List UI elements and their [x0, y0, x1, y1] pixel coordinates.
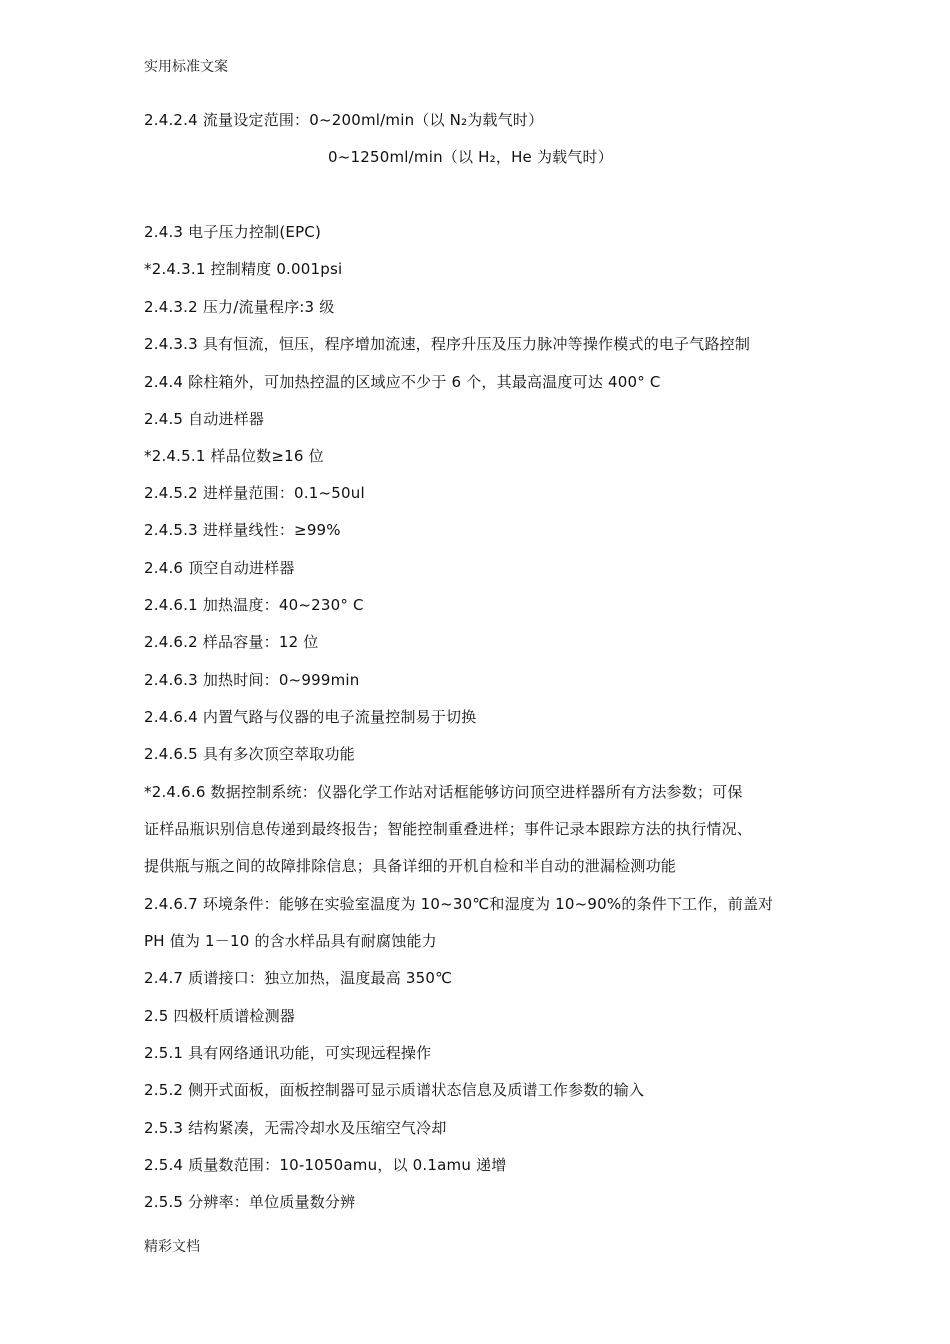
spec-line: 0~1250ml/min（以 H₂，He 为载气时）: [328, 148, 613, 166]
spec-line: 2.4.5.3 进样量线性：≥99%: [144, 521, 341, 539]
spec-line: PH 值为 1－10 的含水样品具有耐腐蚀能力: [144, 932, 437, 950]
spec-line: 证样品瓶识别信息传递到最终报告；智能控制重叠进样；事件记录本跟踪方法的执行情况、: [144, 820, 753, 838]
spec-line: 2.4.7 质谱接口：独立加热，温度最高 350℃: [144, 969, 453, 987]
spec-line: 2.4.6.4 内置气路与仪器的电子流量控制易于切换: [144, 708, 477, 726]
spec-line: 2.4.3.3 具有恒流，恒压，程序增加流速，程序升压及压力脉冲等操作模式的电子气路控制: [144, 335, 751, 353]
spec-line: 2.4.2.4 流量设定范围：0~200ml/min（以 N₂为载气时）: [144, 111, 544, 129]
spec-line: *2.4.6.6 数据控制系统：仪器化学工作站对话框能够访问顶空进样器所有方法参数；可保: [144, 783, 743, 801]
spec-line: 2.5.5 分辨率：单位质量数分辨: [144, 1193, 356, 1211]
spec-line: 2.5.1 具有网络通讯功能，可实现远程操作: [144, 1044, 432, 1062]
spec-line: 2.4.6.3 加热时间：0~999min: [144, 671, 360, 689]
spec-line: 2.4.6.2 样品容量：12 位: [144, 633, 319, 651]
spec-line: 2.4.3.2 压力/流量程序:3 级: [144, 298, 335, 316]
spec-line: 2.4.5.2 进样量范围：0.1~50ul: [144, 484, 365, 502]
spec-line: 2.4.5 自动进样器: [144, 410, 265, 428]
spec-line: 2.5.4 质量数范围：10-1050amu，以 0.1amu 递增: [144, 1156, 507, 1174]
page-footer: 精彩文档: [144, 1239, 200, 1255]
spec-line: 提供瓶与瓶之间的故障排除信息；具备详细的开机自检和半自动的泄漏检测功能: [144, 857, 677, 875]
spec-line: 2.4.6 顶空自动进样器: [144, 559, 295, 577]
spec-line: 2.4.6.5 具有多次顶空萃取功能: [144, 745, 355, 763]
spec-line: *2.4.3.1 控制精度 0.001psi: [144, 260, 343, 278]
spec-line: 2.5.3 结构紧凑，无需冷却水及压缩空气冷却: [144, 1119, 447, 1137]
spec-line: 2.4.4 除柱箱外，可加热控温的区域应不少于 6 个，其最高温度可达 400° C: [144, 373, 661, 391]
spec-line: 2.4.3 电子压力控制(EPC): [144, 223, 322, 241]
spec-line: 2.5 四极杆质谱检测器: [144, 1007, 296, 1025]
spec-line: 2.4.6.1 加热温度：40~230° C: [144, 596, 364, 614]
spec-line: 2.4.6.7 环境条件：能够在实验室温度为 10~30℃和湿度为 10~90%的条件下工作，前盖对: [144, 895, 774, 913]
page-header: 实用标准文案: [144, 59, 228, 75]
spec-line: *2.4.5.1 样品位数≥16 位: [144, 447, 324, 465]
spec-line: 2.5.2 侧开式面板，面板控制器可显示质谱状态信息及质谱工作参数的输入: [144, 1081, 645, 1099]
